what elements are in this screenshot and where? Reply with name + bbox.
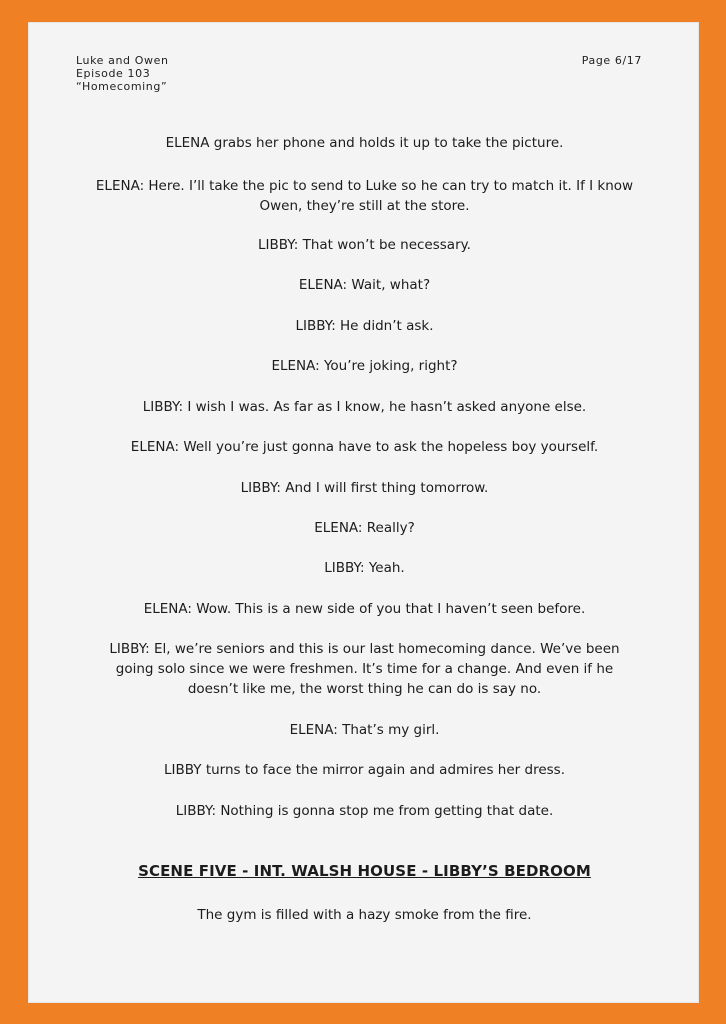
script-line: ELENA: Well you’re just gonna have to ask the hopeless boy yourself. [130, 439, 599, 455]
script-line: ELENA: You’re joking, right? [271, 358, 458, 374]
script-line: ELENA: Wait, what? [298, 277, 431, 293]
script-line: LIBBY: He didn’t ask. [295, 318, 434, 334]
episode-number: Episode 103 [76, 67, 151, 80]
script-line: LIBBY: I wish I was. As far as I know, he hasn’t asked anyone else. [142, 399, 587, 415]
script-line: LIBBY: And I will first thing tomorrow. [240, 480, 489, 496]
script-line: LIBBY: El, we’re seniors and this is our last homecoming dance. We’ve been going solo since we were freshmen. It’s time for a change. And even if he doesn’t like me, the worst thing he can do is say no. [109, 641, 620, 697]
page-header-left [76, 54, 169, 93]
script-line: ELENA: Really? [314, 520, 415, 536]
script-line: LIBBY turns to face the mirror again and admires her dress. [164, 762, 565, 778]
scene-heading: SCENE FIVE - INT. WALSH HOUSE - LIBBY’S BEDROOM [138, 862, 591, 880]
script-line: ELENA: Wow. This is a new side of you that I haven’t seen before. [143, 601, 586, 617]
page-number: Page 6/17 [581, 54, 642, 67]
show-title: Luke and Owen [76, 54, 169, 67]
script-line: LIBBY: Yeah. [324, 560, 405, 576]
script-line: ELENA: That’s my girl. [289, 722, 440, 738]
script-line: LIBBY: That won’t be necessary. [258, 237, 471, 253]
script-line: LIBBY: Nothing is gonna stop me from getting that date. [175, 803, 554, 819]
script-line: ELENA: Here. I’ll take the pic to send to Luke so he can try to match it. If I know Owen, they’re still at the store. [95, 178, 634, 214]
scene-action: The gym is filled with a hazy smoke from the fire. [197, 907, 532, 923]
script-line: ELENA grabs her phone and holds it up to take the picture. [165, 135, 564, 151]
script-page [28, 22, 699, 1003]
episode-title: “Homecoming” [76, 80, 168, 93]
